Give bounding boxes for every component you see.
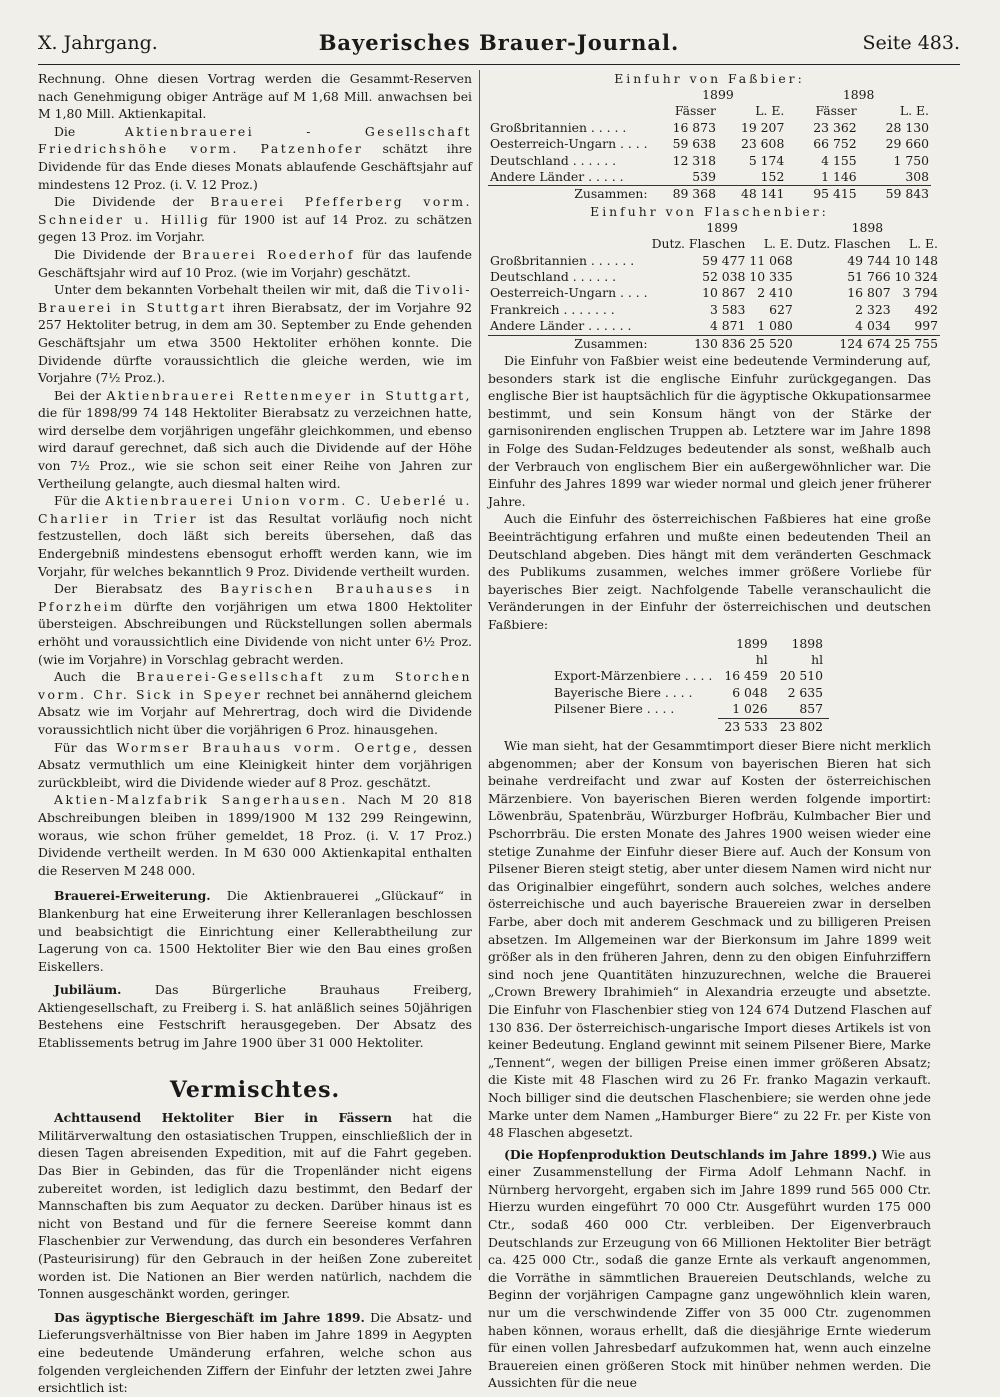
austrian-german-keg-table bbox=[548, 636, 829, 735]
company-name: Bayrischen Brauhauses in Pforzheim bbox=[38, 581, 472, 614]
table-row bbox=[488, 220, 940, 236]
cell: 23 533 bbox=[718, 718, 773, 735]
table-row bbox=[488, 136, 931, 152]
table-row bbox=[548, 668, 829, 684]
text: Für die bbox=[54, 493, 101, 509]
year-header: 1899 bbox=[702, 87, 734, 102]
item-heading: Jubiläum. bbox=[54, 982, 122, 998]
cell: 59 477 bbox=[702, 252, 746, 268]
left-column bbox=[38, 70, 472, 1397]
cell: 16 873 bbox=[672, 119, 716, 135]
unit-header: hl bbox=[755, 652, 768, 667]
text: schätzt ihre Dividende für das Ende dieses Monats ablaufende Geschäftsjahr auf mindestens 12 Proz. (i. V. 12 Proz.) bbox=[38, 141, 472, 192]
table-row bbox=[488, 87, 931, 103]
paragraph bbox=[38, 387, 472, 493]
column-header: Dutz. Flaschen bbox=[651, 236, 746, 252]
text: Bei der bbox=[54, 387, 102, 403]
cell: 51 766 bbox=[847, 269, 891, 285]
cell: 10 867 bbox=[702, 285, 746, 301]
table-row bbox=[548, 701, 829, 718]
cell: 152 bbox=[760, 169, 785, 185]
paragraph: Auch die Einfuhr des österreichischen Faßbieres hat eine große Beeinträchtigung erfahren und mußte einen bedeutenden Theil an Deutschland abgeben. Dies hängt mit dem veränderten Geschmack des Publikums zusammen, welches immer größere Vorliebe für bayerisches Bier zeigt. Nachfolgende Tabelle veranschaulicht die Veränderungen in der Einfuhr der österreichischen und deutschen Faßbiere: bbox=[488, 511, 931, 632]
page-number: Seite 483. bbox=[862, 32, 960, 54]
company-name: Brauerei Roederhof bbox=[182, 246, 355, 262]
cell: 66 752 bbox=[813, 136, 857, 152]
cell: 49 744 bbox=[847, 252, 891, 268]
row-label: Oesterreich-Ungarn . . . . bbox=[490, 285, 648, 301]
paragraph bbox=[38, 281, 472, 387]
cell: 2 635 bbox=[787, 684, 824, 700]
text: rechnet bei annähernd gleichem Absatz wie im Vorjahr auf Mehrertrag, doch wird die Dividende voraussichtlich nicht über die vorjährigen 6 Proz. hinausgehen. bbox=[38, 686, 472, 737]
cell: 5 174 bbox=[748, 152, 785, 168]
cell: 1 750 bbox=[893, 152, 929, 168]
row-label: Zusammen: bbox=[488, 186, 650, 203]
paragraph bbox=[38, 193, 472, 246]
text: Das Bürgerliche Brauhaus Freiberg, Aktiengesellschaft, zu Freiberg i. S. hat anläßlich seines 50jährigen Bestehens eine Festschrift herausgegeben. Der Absatz des Etablissements betrug im Jahre 1900 über 31 000 Hektoliter. bbox=[38, 982, 472, 1051]
cell: 2 323 bbox=[855, 301, 891, 317]
paragraph bbox=[38, 981, 472, 1051]
table-row bbox=[488, 236, 940, 252]
row-label: Frankreich . . . . . . . bbox=[490, 301, 615, 317]
cell: 52 038 bbox=[702, 269, 746, 285]
text: hat die Militärverwaltung den ostasiatischen Truppen, einschließlich der in diesen Tagen abreisenden Expedition, mit auf die Fahrt gegeben. Das Bier in Gebinden, das für die Tropenländer nicht eigens zubereitet worden, ist lediglich dazu bestimmt, den Bedarf der Mannschaften bis zum Aequator zu decken. Darüber hinaus ist es nicht von Bestand und für die fernere Seereise kommt dann Flaschenbier zur Verwendung, das durch ein besonderes Verfahren (Pasteurisirung) für den Gebrauch in der heißen Zone zubereitet worden ist. Die Nationen an Bier werden natürlich, nachdem die Tonnen ausgeschänkt worden, geringer. bbox=[38, 1110, 472, 1302]
text: die für 1898/99 74 148 Hektoliter Bierabsatz zu verzeichnen hatte, wird derselbe dem vorjährigen ungefähr gleichkommen, und ebenso wird darauf gerechnet, daß sich auch die Dividende auf der Höhe von 7½ Proz., wie sie schon seit einer Reihe von Jahren zur Vertheilung gelangte, auch diesmal halten wird. bbox=[38, 405, 472, 491]
text: für das laufende Geschäftsjahr wird auf 10 Proz. (wie im Vorjahr) geschätzt. bbox=[38, 246, 472, 280]
cell: 28 130 bbox=[885, 119, 929, 135]
cell: 1 026 bbox=[732, 701, 768, 717]
row-label bbox=[548, 718, 718, 735]
item-heading: Achttausend Hektoliter Bier in Fässern bbox=[54, 1110, 393, 1126]
company-name: Aktienbrauerei - Gesellschaft Friedrichshöhe vorm. Patzenhofer bbox=[38, 123, 472, 157]
text: Wie aus einer Zusammenstellung der Firma Adolf Lehmann Nachf. in Nürnberg hervorgeht, ergaben sich im Jahre 1899 rund 565 000 Ctr. Hierzu wurden eingeführt 70 000 Ctr. Ausgeführt wurden 175 000 Ctr., sodaß 460 000 Ctr. verbleiben. Der Eigenverbrauch Deutschlands zur Erzeugung von 66 Millionen Hektoliter Bier beträgt ca. 425 000 Ctr., sodaß die ganze Ernte als verkauft angenommen, die Vorräthe in sämmtlichen Brauereien Deutschlands, welche zu Beginn der vorjährigen Campagne ganz ungewöhnlich klein waren, nur um die verschwindende Ziffer von 35 000 Ctr. zugenommen haben können, woraus erhellt, daß die diesjährige Ernte wiederum für einen vollen Jahresbedarf aufzukommen hat, wenn auch einzelne Brauereien einen größeren Stock mit hinüber nehmen werden. Die Aussichten für die neue bbox=[488, 1146, 931, 1391]
paragraph: Die Einfuhr von Faßbier weist eine bedeutende Verminderung auf, besonders stark ist die englische Einfuhr zurückgegangen. Das englische Bier ist hauptsächlich für die ägyptische Okkupationsarmee bestimmt, und sein Konsum hängt von der Stärke der garnisonirenden englischen Truppen ab. Letztere war im Jahre 1898 in Folge des Sudan-Feldzuges bedeutender als sonst, weßhalb auch der Verbrauch von englischem Bier ein außergewöhnlicher war. Die Einfuhr des Jahres 1899 war wieder normal und gleich jener früherer Jahre. bbox=[488, 353, 931, 509]
paragraph bbox=[38, 1109, 472, 1303]
column-divider bbox=[479, 70, 480, 1270]
paragraph bbox=[38, 668, 472, 738]
table-row bbox=[488, 103, 931, 119]
paragraph bbox=[38, 492, 472, 580]
cell: 539 bbox=[692, 169, 716, 185]
cell: 95 415 bbox=[786, 186, 858, 203]
cell: 23 608 bbox=[740, 136, 785, 152]
right-column bbox=[488, 70, 938, 1392]
text: ihren Bierabsatz, der im Vorjahre 92 257 Hektoliter betrug, in dem am 30. September zu Ende gehenden Geschäftsjahr um etwa 3500 Hektoliter erhöhen konnte. Die Dividende dürfte voraussichtlich die gleiche werden, wie im Vorjahre (7½ Proz.). bbox=[38, 299, 472, 386]
row-label: Großbritannien . . . . . bbox=[490, 119, 627, 135]
paragraph: Wie man sieht, hat der Gesammtimport dieser Biere nicht merklich abgenommen; aber der Konsum von bayerischen Bieren hat sich beinahe verdreifacht und zwar auf Kosten der österreichischen Märzenbiere. Von bayerischen Bieren werden folgende importirt: Löwenbräu, Spatenbräu, Würzburger Hofbräu, Kulmbacher Bier und Pschorrbräu. Die ersten Monate des Jahres 1900 weisen wieder eine stetige Zunahme der Einfuhr dieser Biere auf. Auch der Konsum von Pilsener Bieren steigt stetig, aber unter diesem Namen wird nicht nur das Originalbier eingeführt, sondern auch solches, welches andere österreichische und auch bayerische Brauereien zwar in derselben Farbe, aber doch mit anderem Geschmack und zu billigeren Preisen absetzen. Im Allgemeinen war der Bierkonsum im Jahre 1899 weit größer als in den früheren Jahren, denn zu den obigen Einfuhrziffern sind noch jene Quantitäten hinzuzurechnen, welche die Brauerei „Crown Brewery Ibrahimieh“ in Alexandria erzeugte und absetzte. Die Einfuhr von Flaschenbier stieg von 124 674 Dutzend Flaschen auf 130 836. Der österreichisch-ungarische Import dieses Artikels ist von keiner Bedeutung. England gewinnt mit seinem Pilsener Biere, Marke „Tennent“, wegen der billigen Preise einen immer größeren Absatz; die Kiste mit 48 Flaschen wird zu 26 Fr. franko Magazin verkauft. Noch billiger sind die deutschen Flaschenbiere; sie werden ohne jede Marke unter dem Namen „Hamburger Biere“ zu 22 Fr. per Kiste von 48 Flaschen abgesetzt. bbox=[488, 738, 931, 1141]
text: Auch die bbox=[54, 669, 121, 685]
cell: 4 155 bbox=[821, 152, 857, 168]
row-label: Andere Länder . . . . . . bbox=[490, 318, 632, 334]
cell: 857 bbox=[799, 701, 824, 717]
paragraph bbox=[38, 580, 472, 668]
text: Unter dem bekannten Vorbehalt theilen wir mit, daß die bbox=[54, 282, 412, 298]
column-header: L. E. bbox=[755, 103, 785, 119]
row-label: Deutschland . . . . . . bbox=[490, 152, 617, 168]
text: Der Bierabsatz des bbox=[54, 581, 202, 597]
cell: 6 048 bbox=[732, 684, 768, 700]
year-header: 1899 bbox=[706, 219, 738, 235]
column-header: Fässer bbox=[674, 103, 716, 119]
paragraph bbox=[38, 887, 472, 975]
table-title: Einfuhr von Faßbier: bbox=[614, 71, 805, 86]
text: Die bbox=[54, 123, 76, 139]
row-label: Deutschland . . . . . . bbox=[490, 269, 617, 285]
table-row bbox=[488, 285, 940, 301]
cell: 16 459 bbox=[724, 668, 768, 684]
cell: 59 638 bbox=[672, 136, 716, 152]
cell: 10 335 bbox=[749, 269, 793, 285]
table-row bbox=[488, 335, 940, 352]
table-row bbox=[548, 652, 829, 668]
company-name: Wormser Brauhaus vorm. Oertge, bbox=[116, 739, 420, 755]
row-label: Export-Märzenbiere . . . . bbox=[554, 668, 713, 684]
cell: 25 755 bbox=[894, 335, 938, 351]
cell: 16 807 bbox=[847, 285, 891, 301]
bottled-beer-import-table bbox=[488, 220, 940, 352]
company-name: Aktienbrauerei Rettenmeyer in Stuttgart, bbox=[106, 387, 472, 403]
cell: 48 141 bbox=[718, 186, 786, 203]
year-header: 1898 bbox=[851, 219, 884, 235]
column-header: L. E. bbox=[763, 236, 793, 252]
row-label: Andere Länder . . . . . bbox=[490, 169, 624, 185]
item-heading: Brauerei-Erweiterung. bbox=[54, 888, 211, 904]
row-label: Bayerische Biere . . . . bbox=[554, 684, 693, 700]
paragraph: Rechnung. Ohne diesen Vortrag werden die Gesammt-Reserven nach Genehmigung obiger Anträge auf M 1,68 Mill. anwachsen bei M 1,80 Mill. Aktienkapital. bbox=[38, 71, 472, 122]
year-header: 1898 bbox=[842, 87, 875, 102]
table-row bbox=[488, 318, 940, 335]
cell: 23 362 bbox=[813, 119, 857, 135]
unit-header: hl bbox=[811, 652, 824, 667]
section-heading: Vermischtes. bbox=[169, 1076, 341, 1103]
table-row bbox=[548, 685, 829, 701]
cell: 4 871 bbox=[709, 318, 746, 334]
cell: 19 207 bbox=[740, 119, 785, 135]
company-name: Brauerei-Gesellschaft zum Storchen vorm. Chr. Sick in Speyer bbox=[38, 669, 472, 702]
row-label: Zusammen: bbox=[488, 335, 650, 352]
cell: 25 520 bbox=[749, 335, 793, 351]
year-header: 1898 bbox=[791, 635, 824, 651]
cell: 1 146 bbox=[821, 169, 857, 185]
row-label: Oesterreich-Ungarn . . . . bbox=[490, 136, 648, 152]
text: Die Dividende der bbox=[54, 194, 194, 210]
text: Für das bbox=[54, 739, 108, 755]
cell: 23 802 bbox=[774, 718, 829, 735]
cell: 20 510 bbox=[779, 668, 824, 684]
cell: 1 080 bbox=[757, 318, 793, 334]
table-row bbox=[548, 636, 829, 652]
keg-beer-import-table bbox=[488, 87, 931, 203]
table-row bbox=[488, 120, 931, 136]
table-row bbox=[488, 153, 931, 169]
table-row bbox=[488, 253, 940, 269]
text: für 1900 ist auf 14 Proz. zu schätzen gegen 13 Proz. im Vorjahr. bbox=[38, 211, 472, 245]
paragraph bbox=[38, 1309, 472, 1397]
text: Die Dividende der bbox=[54, 246, 175, 262]
cell: 2 410 bbox=[757, 285, 793, 301]
cell: 997 bbox=[914, 318, 938, 334]
column-header: Fässer bbox=[815, 103, 857, 119]
cell: 4 034 bbox=[855, 318, 891, 334]
table-row bbox=[488, 169, 931, 186]
cell: 29 660 bbox=[885, 136, 929, 152]
table-row bbox=[488, 269, 940, 285]
volume-label: X. Jahrgang. bbox=[38, 32, 158, 54]
cell: 10 148 bbox=[894, 252, 938, 268]
column-header: L. E. bbox=[899, 103, 929, 119]
cell: 492 bbox=[914, 301, 938, 317]
cell: 308 bbox=[905, 169, 929, 185]
text: Nach M 20 818 Abschreibungen bleiben in 1899/1900 M 132 299 Reingewinn, woraus, wie schon früher gemeldet, 18 Proz. (i. V. 17 Proz.) Dividende vertheilt werden. In M 630 000 Aktienkapital enthalten die Reserven M 248 000. bbox=[38, 792, 472, 878]
company-name: Brauerei Pfefferberg vorm. Schneider u. Hillig bbox=[38, 194, 472, 227]
paragraph bbox=[38, 123, 472, 193]
cell: 627 bbox=[769, 301, 793, 317]
row-label: Großbritannien . . . . . . bbox=[490, 252, 635, 268]
item-heading: Das ägyptische Biergeschäft im Jahre 1899. bbox=[54, 1309, 365, 1325]
year-header: 1899 bbox=[736, 635, 768, 651]
text: dürfte den vorjährigen um etwa 1800 Hektoliter übersteigen. Abschreibungen und Rückstellungen sollen abermals erhöht und voraussichtlich eine Dividende von nicht unter 6½ Proz. (wie im Vorjahre) in Vorschlag gebracht werden. bbox=[38, 598, 472, 667]
cell: 10 324 bbox=[894, 269, 938, 285]
cell: 3 794 bbox=[902, 285, 938, 301]
paragraph bbox=[38, 246, 472, 281]
cell: 59 843 bbox=[859, 186, 931, 203]
text: Die Aktienbrauerei „Glückauf“ in Blankenburg hat eine Erweiterung ihrer Kelleranlagen beschlossen und beabsichtigt die Einrichtung einer Kellerabtheilung zur Lagerung von ca. 1500 Hektoliter Bier wie den Bau eines großen Eiskellers. bbox=[38, 888, 472, 974]
item-heading: (Die Hopfenproduktion Deutschlands im Jahre 1899.) bbox=[504, 1146, 878, 1162]
table-title: Einfuhr von Flaschenbier: bbox=[590, 203, 829, 219]
cell: 124 674 bbox=[795, 335, 893, 352]
company-name: Aktien-Malzfabrik Sangerhausen. bbox=[54, 792, 348, 808]
company-name: Tivoli-Brauerei in Stuttgart bbox=[38, 282, 472, 315]
paragraph bbox=[38, 791, 472, 879]
company-name: Aktienbrauerei Union vorm. C. Ueberlé u. Charlier in Trier bbox=[38, 493, 472, 526]
cell: 11 068 bbox=[749, 252, 793, 268]
text: dessen Absatz vermuthlich um eine Kleinigkeit hinter dem vorjährigen zurückbleibt, wird die Dividende wieder auf 8 Proz. geschätzt. bbox=[38, 739, 472, 790]
text: ist das Resultat vorläufig noch nicht festzustellen, doch läßt sich bereits übersehen, daß das Endergebniß mindestens ebensogut erhofft werden kann, wie im Vorjahr, für welches bekanntlich 9 Proz. Dividende vertheilt wurden. bbox=[38, 510, 472, 579]
paragraph bbox=[488, 1146, 931, 1392]
column-header: L. E. bbox=[908, 236, 938, 252]
row-label: Pilsener Biere . . . . bbox=[554, 701, 675, 717]
journal-title: Bayerisches Brauer-Journal. bbox=[318, 30, 680, 55]
column-header: Dutz. Flaschen bbox=[796, 236, 891, 252]
paragraph bbox=[38, 739, 472, 792]
cell: 3 583 bbox=[709, 301, 746, 317]
cell: 130 836 bbox=[650, 335, 748, 352]
table-row bbox=[488, 186, 931, 203]
table-row bbox=[548, 718, 829, 735]
table-row bbox=[488, 302, 940, 318]
text: Die Absatz- und Lieferungsverhältnisse von Bier haben im Jahre 1899 in Aegypten eine bedeutende Umänderung erfahren, welche schon aus folgenden vergleichenden Ziffern der Einfuhr der letzten zwei Jahre ersichtlich ist: bbox=[38, 1309, 472, 1396]
page-header bbox=[38, 28, 960, 65]
cell: 89 368 bbox=[650, 186, 718, 203]
cell: 12 318 bbox=[672, 152, 716, 168]
